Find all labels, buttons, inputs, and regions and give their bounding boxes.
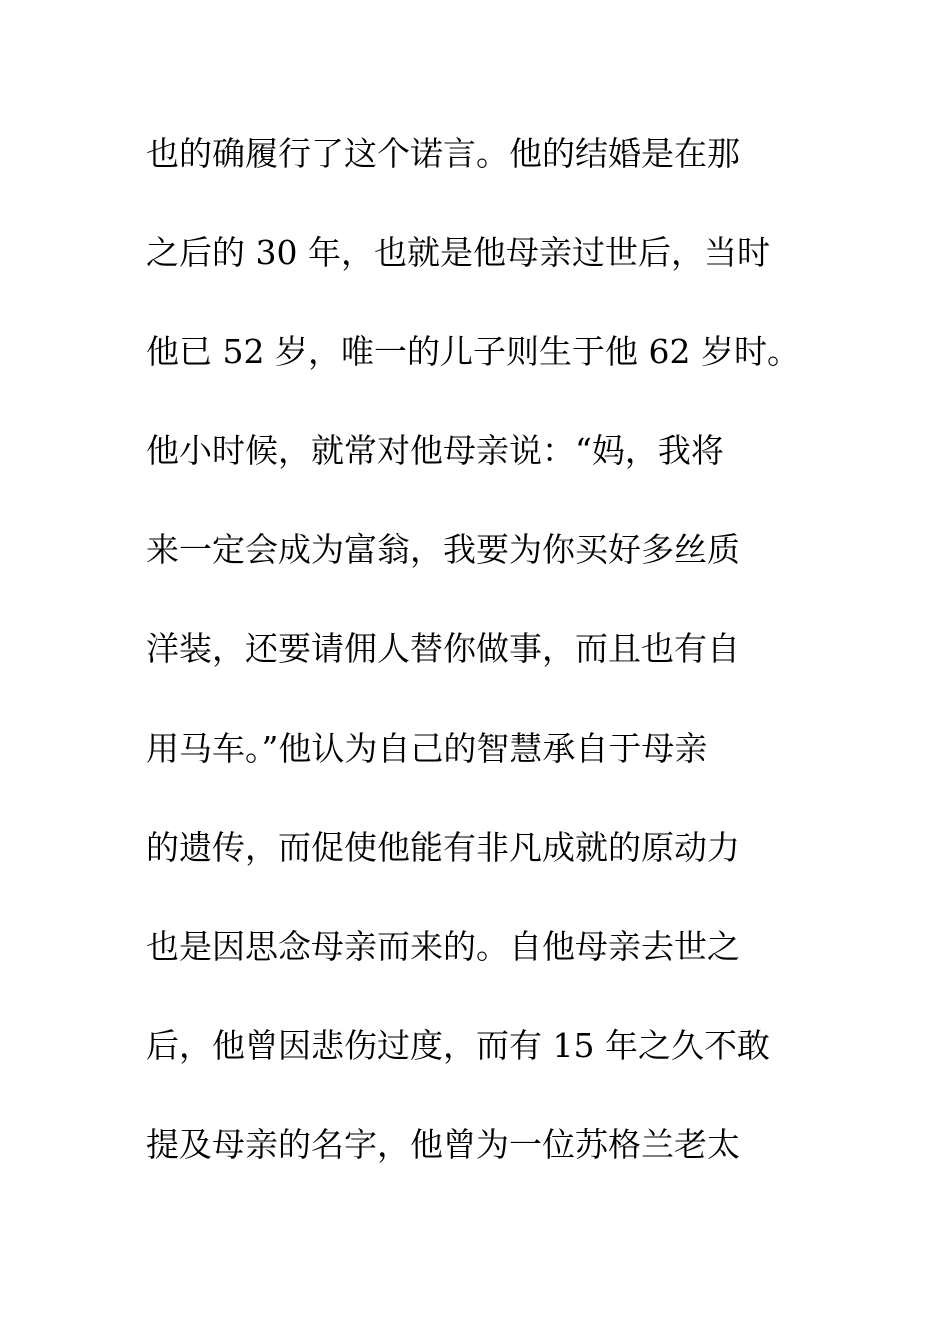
text-line: 用马车。”他认为自己的智慧承自于母亲 [146, 728, 708, 768]
text-line: 后，他曾因悲伤过度，而有 15 年之久不敢 [146, 1025, 770, 1065]
text-line: 他小时候，就常对他母亲说：“妈，我将 [146, 431, 724, 471]
text-line: 的遗传，而促使他能有非凡成就的原动力 [146, 827, 740, 867]
text-line: 也的确履行了这个诺言。他的结婚是在那 [146, 134, 740, 173]
text-line: 之后的 30 年，也就是他母亲过世后，当时 [146, 233, 770, 273]
body-text [146, 124, 816, 1214]
text-line: 提及母亲的名字，他曾为一位苏格兰老太 [146, 1124, 740, 1164]
text-line: 也是因思念母亲而来的。自他母亲去世之 [146, 926, 740, 966]
text-line: 他已 52 岁，唯一的儿子则生于他 62 岁时。 [146, 332, 800, 372]
text-line: 洋装，还要请佣人替你做事，而且也有自 [146, 629, 740, 669]
text-line: 来一定会成为富翁，我要为你买好多丝质 [146, 530, 740, 570]
